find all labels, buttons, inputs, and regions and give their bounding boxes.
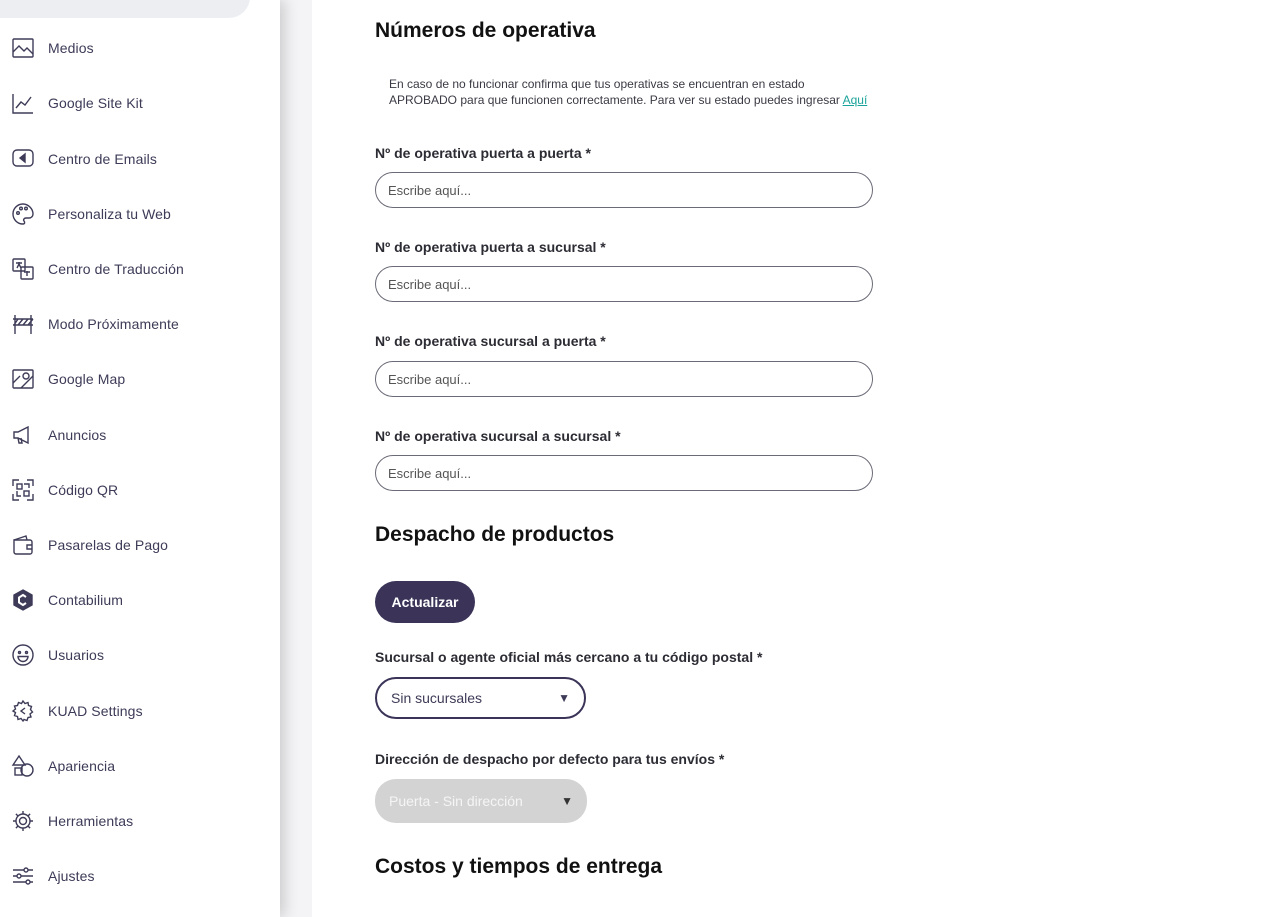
field-label-direccion: Dirección de despacho por defecto para tus envíos * (375, 751, 725, 767)
sidebar-item-centro-de-traduccion[interactable] (0, 249, 280, 289)
gear-icon (11, 809, 35, 833)
sidebar-item-usuarios[interactable] (0, 635, 280, 675)
section-title-despacho: Despacho de productos (375, 523, 615, 546)
field-label-puerta-a-sucursal: Nº de operativa puerta a sucursal * (375, 239, 606, 255)
image-icon (11, 36, 35, 60)
smiley-icon (11, 643, 35, 667)
sidebar-item-label: Código QR (48, 482, 119, 498)
sidebar-item-ajustes[interactable] (0, 856, 280, 896)
branch-select[interactable] (375, 677, 586, 719)
chevron-down-icon: ▼ (558, 691, 570, 705)
input-sucursal-a-sucursal[interactable] (375, 455, 873, 491)
sidebar-item-label: Herramientas (48, 813, 134, 829)
translate-icon (11, 257, 35, 281)
sidebar-item-label: Usuarios (48, 647, 105, 663)
map-icon (11, 367, 35, 391)
branch-select-value: Sin sucursales (391, 690, 483, 706)
sidebar-item-apariencia[interactable] (0, 746, 280, 786)
address-select[interactable] (375, 779, 587, 823)
sidebar-item-label: Google Map (48, 371, 126, 387)
field-label-sucursal-a-sucursal: Nº de operativa sucursal a sucursal * (375, 428, 621, 444)
sidebar-item-label: Personaliza tu Web (48, 206, 171, 222)
qr-icon (11, 478, 35, 502)
input-puerta-a-sucursal[interactable] (375, 266, 873, 302)
sidebar-item-google-site-kit[interactable] (0, 83, 280, 123)
sidebar-item-centro-de-emails[interactable] (0, 139, 280, 179)
email-center-icon (11, 147, 35, 171)
sidebar-item-codigo-qr[interactable] (0, 470, 280, 510)
sidebar-item-label: Centro de Emails (48, 151, 157, 167)
operativa-note (389, 76, 869, 108)
address-select-value: Puerta - Sin dirección (389, 793, 523, 809)
contabilium-icon (11, 588, 35, 612)
sidebar-item-label: KUAD Settings (48, 703, 143, 719)
megaphone-icon (11, 423, 35, 447)
operativa-note-link[interactable]: Aquí (842, 93, 868, 107)
sidebar-item-label: Apariencia (48, 758, 116, 774)
shapes-icon (11, 754, 35, 778)
sidebar-item-google-map[interactable] (0, 359, 280, 399)
palette-icon (11, 202, 35, 226)
sidebar-item-kuad-settings[interactable] (0, 691, 280, 731)
field-label-puerta-a-puerta: Nº de operativa puerta a puerta * (375, 145, 591, 161)
chart-icon (11, 91, 35, 115)
input-puerta-a-puerta[interactable] (375, 172, 873, 208)
sidebar-item-label: Ajustes (48, 868, 95, 884)
sidebar-item-herramientas[interactable] (0, 801, 280, 841)
sidebar-item-label: Medios (48, 40, 94, 56)
sidebar-item-pasarelas-de-pago[interactable] (0, 525, 280, 565)
barrier-icon (11, 312, 35, 336)
update-button[interactable]: Actualizar (375, 581, 475, 623)
kuad-gear-icon (11, 699, 35, 723)
sliders-icon (11, 864, 35, 888)
sidebar-item-contabilium[interactable] (0, 580, 280, 620)
input-sucursal-a-puerta[interactable] (375, 361, 873, 397)
sidebar-item-medios[interactable] (0, 28, 280, 68)
main-content (312, 0, 1271, 917)
sidebar-item-label: Anuncios (48, 427, 107, 443)
sidebar-active-item[interactable] (0, 0, 250, 18)
sidebar-item-label: Centro de Traducción (48, 261, 184, 277)
section-title-operativa: Números de operativa (375, 19, 596, 42)
sidebar (0, 0, 280, 917)
sidebar-item-label: Modo Próximamente (48, 316, 179, 332)
sidebar-gutter (280, 0, 312, 917)
sidebar-item-label: Google Site Kit (48, 95, 143, 111)
operativa-note-text: En caso de no funcionar confirma que tus operativas se encuentran en estado APROBADO para que funcionen correctamente. Para ver su estado puedes ingresar (389, 77, 840, 107)
field-label-sucursal-a-puerta: Nº de operativa sucursal a puerta * (375, 333, 606, 349)
sidebar-item-modo-proximamente[interactable] (0, 304, 280, 344)
sidebar-item-anuncios[interactable] (0, 415, 280, 455)
sidebar-item-personaliza-tu-web[interactable] (0, 194, 280, 234)
sidebar-item-label: Contabilium (48, 592, 124, 608)
chevron-down-icon: ▼ (561, 794, 573, 808)
wallet-icon (11, 533, 35, 557)
section-title-costos: Costos y tiempos de entrega (375, 855, 663, 878)
field-label-sucursal: Sucursal o agente oficial más cercano a tu código postal * (375, 649, 763, 665)
sidebar-item-label: Pasarelas de Pago (48, 537, 169, 553)
